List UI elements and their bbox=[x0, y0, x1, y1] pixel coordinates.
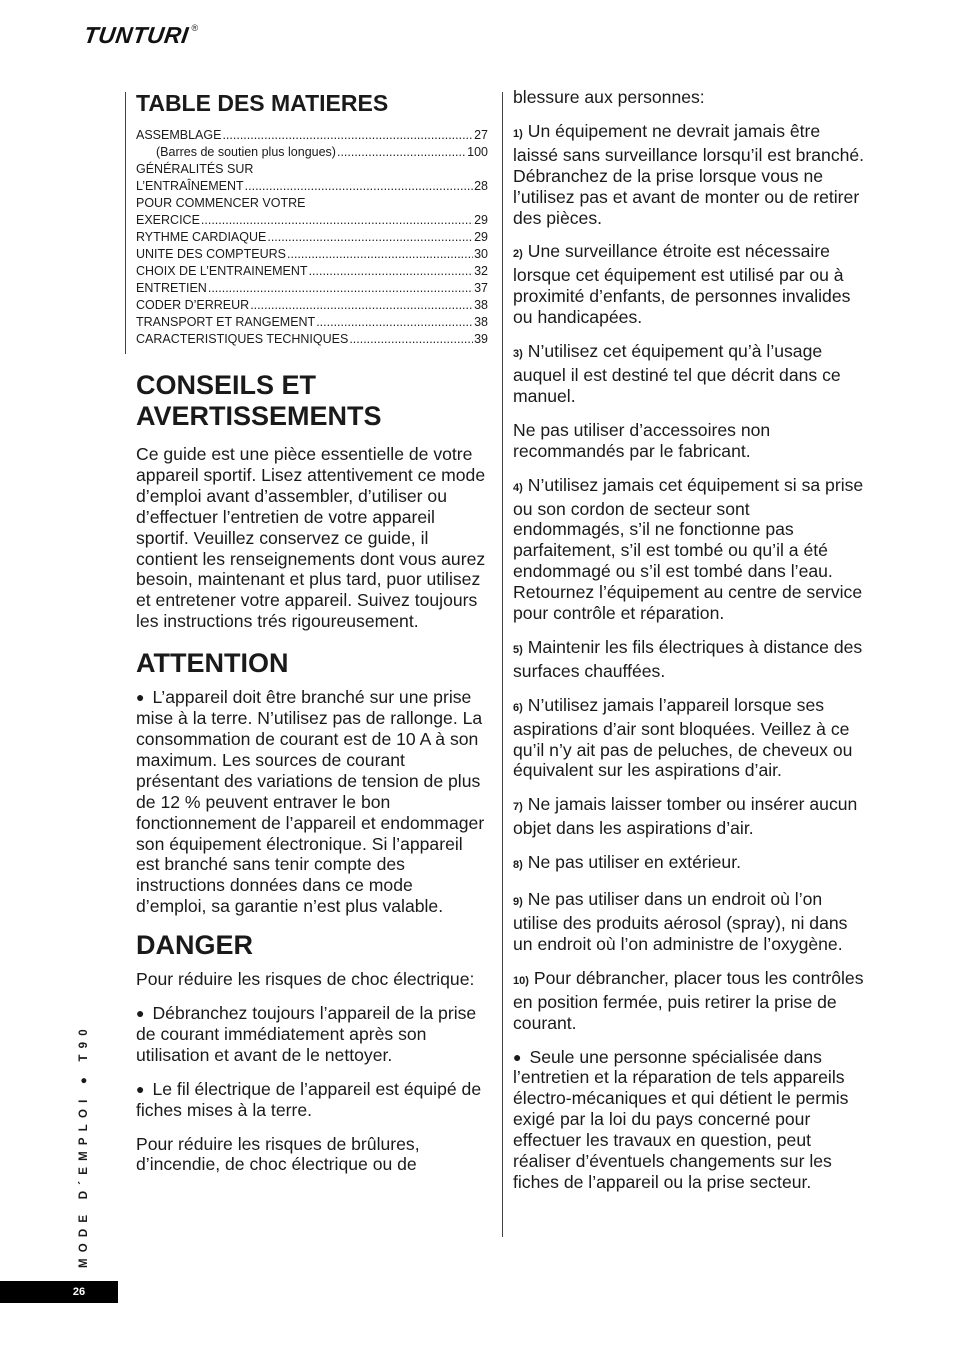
attention-paragraph bbox=[136, 687, 488, 917]
toc-label: ASSEMBLAGE bbox=[136, 128, 222, 142]
toc-label: (Barres de soutien plus longues) bbox=[156, 145, 336, 159]
toc-entry[interactable] bbox=[136, 229, 488, 246]
item-text: Une surveillance étroite est nécessaire lorsque cet équipement est utilisé par ou à proximité d’enfants, de personnes invalides ou handicapées. bbox=[513, 241, 851, 328]
conseils-heading-line1: CONSEILS ET bbox=[136, 370, 317, 400]
toc-entry[interactable] bbox=[136, 331, 488, 348]
toc-label: UNITE DES COMPTEURS bbox=[136, 247, 287, 261]
conseils-heading-line2: AVERTISSEMENTS bbox=[136, 401, 382, 431]
item-number: 2) bbox=[513, 248, 523, 261]
bullet-icon: ● bbox=[136, 1005, 145, 1022]
toc-label: CODER D’ERREUR bbox=[136, 298, 250, 312]
registered-mark: ® bbox=[191, 23, 199, 33]
toc-label: POUR COMMENCER VOTRE bbox=[136, 196, 306, 210]
safety-item bbox=[513, 637, 865, 682]
toc-leader bbox=[337, 144, 466, 161]
danger-bullet bbox=[136, 1079, 488, 1121]
toc-entry[interactable] bbox=[136, 212, 488, 229]
toc-entry[interactable] bbox=[136, 280, 488, 297]
toc-label: CARACTERISTIQUES TECHNIQUES bbox=[136, 332, 349, 346]
toc-entry[interactable] bbox=[136, 178, 488, 195]
item-number: 10) bbox=[513, 974, 529, 987]
toc-leader bbox=[250, 297, 473, 314]
item-number: 4) bbox=[513, 481, 523, 494]
safety-item bbox=[513, 420, 865, 462]
attention-text: L’appareil doit être branché sur une prise mise à la terre. N’utilisez pas de rallonge. La consommation de courant est de 10 A à son maximum. Les sources de courant présentant des variations de tension de plus de 12 % peuvent entraver le bon fonctionnement de l’appareil et endommager son équipement électronique. Si l’appareil est branché sans tenir compte des instructions données dans ce mode d’emploi, sa garantie n’est plus valable. bbox=[136, 687, 485, 917]
bullet-icon: ● bbox=[136, 1080, 145, 1097]
toc-title: TABLE DES MATIERES bbox=[136, 90, 389, 116]
final-bullet-text: Seule une personne spécialisée dans l’entretien et la réparation de tels appareils électro-mécaniques et qui détient le permis exigé par la loi du pays concerné pour effectuer les travaux en question, peut réaliser d’éventuels changements sur les fiches de l’appareil ou la prise secteur. bbox=[513, 1046, 849, 1192]
toc-page: 100 bbox=[467, 145, 488, 159]
table-of-contents bbox=[136, 127, 488, 348]
item-number: 3) bbox=[513, 348, 523, 361]
left-column bbox=[136, 88, 488, 1188]
danger-heading: DANGER bbox=[136, 930, 254, 961]
side-label: MODE D´EMPLOI ● T90 bbox=[78, 1023, 90, 1268]
bullet-icon: ● bbox=[136, 689, 145, 706]
toc-label: RYTHME CARDIAQUE bbox=[136, 230, 267, 244]
item-text: N’utilisez jamais cet équipement si sa prise ou son cordon de secteur sont endommagés, s’il ne fonctionne pas parfaitement, s’il est tombé ou qu’il a été endommagé ou s’il est tombé dans l’eau. Retournez l’équipement au centre de service pour contrôle et réparation. bbox=[513, 474, 864, 624]
toc-leader bbox=[349, 331, 473, 348]
conseils-paragraph: Ce guide est une pièce essentielle de votre appareil sportif. Lisez attentivement ce mode d’emploi avant d’assembler, d’utiliser ou d’effectuer l’entretien de votre appareil sportif. Veuillez conservez ce guide, il contient les renseignements dont vous aurez besoin, maintenant et plus tard, puor utilisez et entretener votre appareil. Suivez toujours les instructions trés rigoureusement. bbox=[136, 444, 486, 632]
danger-intro: Pour réduire les risques de choc électrique: bbox=[136, 969, 475, 990]
item-number: 1) bbox=[513, 127, 523, 140]
toc-leader bbox=[287, 246, 473, 263]
safety-item bbox=[513, 794, 865, 839]
toc-page: 28 bbox=[474, 179, 488, 193]
safety-item bbox=[513, 889, 865, 955]
toc-page: 39 bbox=[474, 332, 488, 346]
toc-page: 32 bbox=[474, 264, 488, 278]
safety-item bbox=[513, 475, 865, 624]
item-number: 8) bbox=[513, 859, 523, 872]
toc-label: EXERCICE bbox=[136, 213, 200, 227]
item-text: Pour débrancher, placer tous les contrôles en position fermée, puis retirer la prise de courant. bbox=[513, 967, 864, 1033]
toc-entry[interactable] bbox=[136, 127, 488, 144]
toc-page: 30 bbox=[474, 247, 488, 261]
toc-page: 37 bbox=[474, 281, 488, 295]
toc-divider bbox=[125, 92, 126, 354]
item-text: N’utilisez jamais l’appareil lorsque ses aspirations d’air sont bloquées. Veillez à ce qu’il n’y ait pas de peluches, de cheveux ou équivalent sur les aspirations d’air. bbox=[513, 694, 853, 781]
right-column bbox=[513, 87, 865, 1206]
safety-item bbox=[513, 852, 865, 876]
attention-heading: ATTENTION bbox=[136, 648, 289, 679]
toc-leader bbox=[267, 229, 473, 246]
brand-logo bbox=[84, 22, 198, 48]
safety-item bbox=[513, 968, 865, 1034]
toc-label: GÉNÉRALITÉS SUR bbox=[136, 162, 254, 176]
item-text: Ne pas utiliser dans un endroit où l’on utilise des produits aérosol (spray), ni dans un endroit où l’on administre de l’oxygène. bbox=[513, 889, 848, 954]
toc-page: 29 bbox=[474, 230, 488, 244]
toc-label: L’ENTRAÎNEMENT bbox=[136, 179, 244, 193]
item-number: 7) bbox=[513, 801, 523, 814]
toc-leader bbox=[208, 280, 473, 297]
toc-label: TRANSPORT ET RANGEMENT bbox=[136, 315, 316, 329]
toc-entry[interactable] bbox=[136, 297, 488, 314]
item-text: Ne pas utiliser en extérieur. bbox=[527, 852, 741, 873]
item-text: Maintenir les fils électriques à distance des surfaces chauffées. bbox=[513, 636, 863, 681]
toc-leader bbox=[245, 178, 473, 195]
danger-bullet bbox=[136, 1003, 488, 1066]
toc-entry[interactable] bbox=[136, 144, 488, 161]
item-text: N’utilisez cet équipement qu’à l’usage auquel il est destiné tel que décrit dans ce manuel. bbox=[513, 341, 841, 406]
conseils-heading bbox=[136, 370, 488, 432]
toc-leader bbox=[222, 127, 473, 144]
toc-label: CHOIX DE L’ENTRAINEMENT bbox=[136, 264, 308, 278]
bullet-icon: ● bbox=[513, 1048, 522, 1065]
item-number: 9) bbox=[513, 896, 523, 909]
item-number: 5) bbox=[513, 643, 523, 656]
toc-leader bbox=[201, 212, 473, 229]
safety-item bbox=[513, 121, 865, 229]
final-bullet bbox=[513, 1047, 865, 1193]
toc-page: 38 bbox=[474, 315, 488, 329]
toc-page: 27 bbox=[474, 128, 488, 142]
continuation-text: blessure aux personnes: bbox=[513, 87, 705, 107]
page-number: 26 bbox=[0, 1281, 118, 1303]
item-text: Un équipement ne devrait jamais être laissé sans surveillance lorsqu’il est branché. Débranchez de la prise lorsque vous ne l’utilisez pas et avant de monter ou de retirer des pièces. bbox=[513, 120, 865, 228]
item-number: 6) bbox=[513, 701, 523, 714]
danger-bullet-text: Le fil électrique de l’appareil est équipé de fiches mises à la terre. bbox=[136, 1078, 482, 1120]
toc-label: ENTRETIEN bbox=[136, 281, 207, 295]
toc-entry[interactable] bbox=[136, 263, 488, 280]
column-divider bbox=[502, 92, 503, 1237]
logo-text: TUNTURI bbox=[82, 22, 191, 48]
safety-item bbox=[513, 341, 865, 407]
danger-bullet-text: Débranchez toujours l’appareil de la prise de courant immédiatement après son utilisation et avant de le nettoyer. bbox=[136, 1003, 477, 1065]
toc-leader bbox=[309, 263, 474, 280]
toc-leader bbox=[316, 314, 473, 331]
toc-entry[interactable] bbox=[136, 246, 488, 263]
toc-page: 29 bbox=[474, 213, 488, 227]
safety-item bbox=[513, 241, 865, 328]
item-text: Ne jamais laisser tomber ou insérer aucun objet dans les aspirations d’air. bbox=[513, 794, 858, 839]
safety-item bbox=[513, 695, 865, 782]
toc-entry[interactable] bbox=[136, 314, 488, 331]
toc-page: 38 bbox=[474, 298, 488, 312]
item-text: Ne pas utiliser d’accessoires non recommandés par le fabricant. bbox=[513, 419, 771, 461]
danger-outro: Pour réduire les risques de brûlures, d’incendie, de choc électrique ou de bbox=[136, 1133, 420, 1175]
